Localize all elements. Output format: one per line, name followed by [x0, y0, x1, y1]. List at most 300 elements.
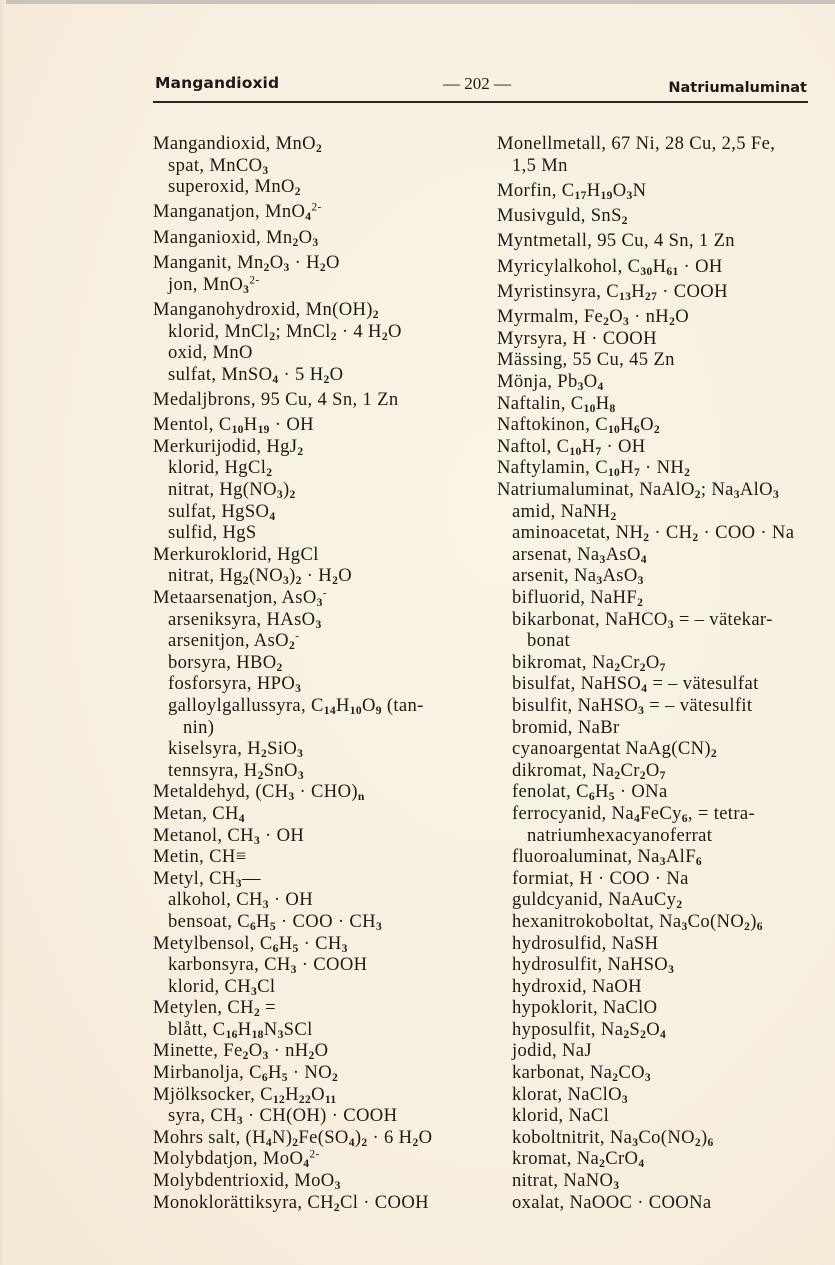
entry-label: bensoat, — [168, 910, 238, 932]
index-subentry — [153, 479, 483, 501]
entry-label: bromid, — [512, 716, 578, 738]
chemical-formula — [225, 976, 276, 997]
chemical-formula — [563, 1170, 619, 1191]
index-entry — [153, 544, 483, 566]
formula-text: H · COO · Na — [579, 867, 689, 889]
entry-label: sulfat, — [168, 500, 222, 522]
formula-text: · CHO) — [294, 781, 358, 803]
entry-label: Morfin, — [497, 179, 562, 201]
index-subentry — [497, 1170, 815, 1192]
formula-text: · COO · CH — [276, 910, 376, 932]
page-top-edge — [0, 0, 835, 4]
formula-subscript: 6 — [250, 920, 257, 933]
formula-text: C — [310, 694, 324, 716]
formula-text: C — [576, 781, 589, 803]
chemical-formula — [213, 1019, 313, 1040]
index-subentry — [153, 695, 483, 717]
entry-label: guldcyanid, — [512, 889, 609, 911]
entry-label: superoxid, — [168, 176, 255, 198]
index-entry — [153, 781, 483, 803]
formula-subscript: 3 — [295, 683, 302, 696]
page-number: — 202 — — [443, 74, 511, 93]
index-subentry — [497, 1040, 815, 1062]
formula-text: Pb — [557, 371, 578, 393]
formula-text: H — [243, 414, 258, 436]
index-entry — [497, 349, 815, 371]
index-subentry — [497, 673, 815, 695]
index-entry — [153, 803, 483, 825]
formula-text: NH — [615, 522, 644, 544]
chemical-formula — [610, 1127, 714, 1148]
entry-label: kromat, — [512, 1148, 577, 1170]
formula-subscript: 14 — [323, 704, 336, 717]
formula-text: ) — [354, 1126, 362, 1148]
formula-subscript: 5 — [269, 920, 277, 933]
formula-text: Mn — [237, 252, 264, 274]
index-entry — [153, 1192, 483, 1214]
entry-label: Mentol, — [153, 414, 219, 436]
formula-text: HgCl — [224, 457, 267, 479]
formula-text: · 4 H — [336, 320, 382, 342]
entry-label: Manganit, — [153, 252, 238, 274]
formula-subscript: 2 — [603, 316, 610, 329]
formula-text: O — [609, 306, 624, 328]
formula-text: NaNO — [563, 1170, 614, 1192]
formula-subscript: 2 — [639, 769, 646, 782]
index-entry — [497, 205, 815, 227]
chemical-formula — [219, 414, 314, 435]
entry-label: Naftokinon, — [497, 414, 596, 436]
index-entry — [153, 997, 483, 1019]
formula-text: MnCO — [209, 154, 263, 176]
formula-subscript: 4 — [348, 1136, 355, 1149]
formula-subscript: 2 — [319, 261, 327, 274]
entry-label: Molybdentrioxid, — [153, 1170, 295, 1192]
formula-text: H — [594, 781, 609, 803]
index-entry — [497, 393, 815, 415]
chemical-formula — [625, 738, 717, 759]
formula-subscript: 6 — [695, 856, 703, 868]
entry-label: kiselsyra, — [168, 738, 248, 760]
formula-text: H — [595, 392, 610, 414]
index-subentry — [153, 738, 483, 760]
index-entry — [153, 1170, 483, 1192]
formula-text: · CH(OH) · COOH — [243, 1105, 398, 1127]
formula-text: MoO — [294, 1170, 335, 1192]
formula-subscript: 2 — [242, 575, 249, 588]
chemical-formula — [639, 479, 779, 500]
formula-text: CH — [227, 997, 254, 1019]
formula-subscript: 16 — [225, 1028, 238, 1041]
entry-label: Mjölksocker, — [153, 1083, 261, 1105]
entry-label: nitrat, — [512, 1170, 564, 1192]
chemical-formula — [225, 457, 273, 478]
index-continuation — [497, 825, 815, 847]
index-subentry — [497, 1019, 815, 1041]
formula-subscript: 7 — [659, 769, 666, 782]
chemical-formula — [212, 803, 245, 824]
chemical-formula — [276, 133, 322, 154]
formula-text: MnSO — [221, 363, 273, 385]
chemical-formula — [616, 522, 795, 543]
formula-subscript: 2 — [295, 575, 302, 588]
formula-subscript: 3 — [290, 963, 297, 976]
formula-text: O — [675, 306, 689, 328]
formula-text: Co(NO — [638, 1126, 695, 1148]
formula-text: Na — [609, 1126, 633, 1148]
index-subentry — [497, 609, 815, 631]
formula-text: C — [595, 414, 608, 436]
entry-label: bifluorid, — [512, 587, 591, 608]
formula-subscript: 3 — [262, 1050, 269, 1063]
formula-subscript: 2 — [669, 316, 676, 329]
header-rule — [153, 101, 808, 103]
chemical-formula — [603, 997, 657, 1018]
entry-label: natriumhexacyanoferrat — [527, 824, 713, 846]
formula-subscript: 2 — [242, 1050, 249, 1063]
formula-text: CH — [236, 889, 263, 911]
chemical-formula — [592, 760, 666, 781]
formula-subscript: 7 — [633, 467, 641, 480]
index-entry — [153, 846, 483, 868]
entry-label: nitrat, — [168, 479, 220, 501]
formula-text: MnO — [275, 133, 316, 154]
index-entry — [153, 436, 483, 458]
formula-superscript: 2- — [311, 202, 322, 215]
formula-text: Fe(SO — [298, 1126, 349, 1148]
chemical-formula — [237, 252, 340, 273]
formula-subscript: 4 — [640, 553, 647, 566]
formula-text: AlF — [665, 846, 696, 868]
chemical-formula — [612, 803, 755, 824]
formula-subscript: 2 — [710, 748, 718, 761]
formula-subscript: 4 — [272, 373, 279, 386]
chemical-formula — [225, 321, 402, 342]
entry-label: klorid, — [512, 1105, 569, 1127]
formula-text: Na — [637, 846, 660, 868]
chemical-formula — [221, 364, 343, 385]
entry-label: sulfid, — [168, 522, 223, 544]
formula-text: Hg(NO — [219, 479, 277, 501]
formula-text: (NO — [248, 565, 283, 587]
index-subentry — [497, 760, 815, 782]
entry-label: Myricylalkohol, — [497, 255, 628, 277]
formula-text: H — [268, 1062, 282, 1084]
formula-subscript: 3 — [599, 553, 606, 566]
index-subentry — [497, 544, 815, 566]
formula-text: H — [652, 255, 667, 277]
entry-label: Mönja, — [497, 371, 558, 393]
formula-text: H · COOH — [572, 327, 657, 349]
index-entry — [497, 133, 815, 155]
formula-text: NaOH — [591, 975, 642, 997]
entry-label: Mirbanolja, — [153, 1062, 250, 1084]
index-entry — [497, 306, 815, 328]
formula-subscript: 2 — [332, 575, 339, 588]
formula-subscript: 2 — [381, 330, 388, 343]
formula-subscript: 9 — [375, 704, 382, 717]
index-subentry — [153, 522, 483, 544]
formula-text: HBO — [236, 651, 277, 673]
entry-label: Metylbensol, — [153, 932, 260, 954]
formula-subscript: 2 — [333, 1201, 340, 1214]
entry-label: Mässing, 55 Cu, 45 Zn — [497, 349, 675, 371]
chemical-formula — [210, 1105, 397, 1126]
formula-subscript: 27 — [645, 290, 658, 303]
chemical-formula — [567, 1084, 628, 1105]
formula-subscript: 4 — [597, 380, 604, 393]
chemical-formula — [247, 738, 303, 759]
index-subentry — [497, 1084, 815, 1106]
chemical-formula — [266, 227, 319, 248]
entry-label: arsenat, — [512, 543, 578, 565]
index-subentry — [497, 889, 815, 911]
formula-subscript: 6 — [261, 1071, 268, 1084]
formula-subscript: 10 — [583, 402, 596, 415]
chemical-formula — [294, 1170, 340, 1191]
formula-text: O — [314, 1040, 329, 1062]
formula-subscript: 3 — [621, 1093, 629, 1106]
formula-text: · 6 H — [367, 1126, 413, 1148]
entry-label: Manganohydroxid, — [153, 298, 306, 320]
formula-text: O — [338, 565, 352, 587]
index-subentry — [497, 738, 815, 760]
formula-text: AlO — [739, 479, 773, 501]
formula-text: H — [285, 1083, 299, 1105]
index-subentry — [497, 976, 815, 998]
chemical-formula — [265, 201, 322, 222]
chemical-formula — [574, 565, 644, 586]
formula-subscript: 2 — [372, 308, 379, 321]
chemical-formula — [562, 1040, 592, 1061]
formula-subscript: 2 — [266, 467, 273, 480]
formula-text: N) — [271, 1126, 293, 1148]
entry-label: galloylgallussyra, — [168, 694, 311, 716]
formula-subscript: 3 — [312, 236, 319, 249]
index-subentry — [497, 695, 815, 717]
index-entry — [153, 1127, 483, 1149]
formula-subscript: 3 — [623, 316, 630, 329]
formula-text: · OH — [268, 889, 313, 911]
formula-text: Na — [576, 1148, 600, 1170]
entry-label: jon, — [168, 273, 203, 295]
formula-text: N — [263, 1018, 278, 1040]
index-subentry — [497, 781, 815, 803]
formula-text: · NH — [640, 457, 685, 479]
formula-subscript: 4 — [641, 683, 648, 696]
chemical-formula — [219, 565, 352, 586]
formula-subscript: 3 — [262, 899, 269, 912]
chemical-formula — [562, 180, 647, 201]
formula-text: MnO — [202, 273, 244, 295]
formula-text: FeCy — [640, 802, 682, 824]
entry-label: Monoklorättiksyra, — [153, 1191, 308, 1213]
chemical-formula — [557, 371, 603, 392]
formula-text: = – vätesulfit — [644, 694, 753, 716]
index-entry — [153, 1062, 483, 1084]
chemical-formula — [227, 997, 275, 1018]
chemical-formula — [561, 501, 617, 522]
formula-text: NaAlO — [639, 479, 695, 501]
formula-text: C — [595, 457, 608, 479]
formula-text: CH — [227, 824, 254, 846]
entry-label: Monellmetall, 67 Ni, 28 Cu, 2,5 Fe, — [497, 133, 776, 154]
entry-label: dikromat, — [512, 759, 592, 781]
formula-subscript: 2 — [292, 1136, 299, 1149]
index-subentry — [497, 717, 815, 739]
formula-text: Mn(OH) — [305, 298, 373, 320]
formula-text: (tan- — [381, 694, 424, 716]
index-continuation — [153, 717, 483, 739]
chemical-formula — [219, 479, 295, 500]
formula-text: · CH — [649, 522, 693, 544]
chemical-formula — [584, 306, 689, 327]
entry-label: fluoroaluminat, — [512, 846, 638, 868]
formula-text: NaHSO — [607, 954, 669, 976]
formula-text: Na — [577, 543, 600, 565]
entry-label: arseniksyra, — [168, 608, 267, 630]
formula-subscript: 11 — [324, 1093, 337, 1106]
formula-subscript: 3 — [375, 920, 383, 933]
formula-subscript: 2 — [315, 142, 323, 155]
chemical-formula — [246, 1127, 433, 1148]
formula-text: · H — [289, 252, 320, 274]
formula-subscript: 3 — [283, 261, 290, 274]
index-subentry — [153, 1019, 483, 1041]
formula-text: CH — [210, 1105, 237, 1127]
index-subentry — [497, 501, 815, 523]
formula-text: Hg — [219, 565, 243, 587]
index-entry — [153, 1148, 483, 1170]
entry-label: Myristinsyra, — [497, 281, 607, 302]
formula-text: C — [259, 932, 273, 954]
formula-text: MnO — [254, 176, 295, 198]
index-entry — [153, 868, 483, 890]
index-subentry — [153, 274, 483, 296]
chemical-formula — [579, 868, 689, 889]
chemical-formula — [227, 825, 304, 846]
formula-subscript: n — [357, 791, 365, 804]
entry-label: Medaljbrons, 95 Cu, 4 Sn, 1 Zn — [153, 388, 399, 410]
index-subentry — [153, 976, 483, 998]
entry-label: borsyra, — [168, 651, 237, 673]
formula-text: ) — [750, 910, 757, 932]
chemical-formula — [590, 587, 643, 608]
chemical-formula — [571, 393, 616, 414]
formula-subscript: 3 — [644, 1071, 651, 1084]
index-entry — [153, 1084, 483, 1106]
formula-subscript: 3 — [277, 1028, 284, 1041]
formula-text: NaHF — [590, 587, 638, 608]
formula-text: HgJ — [266, 435, 298, 457]
formula-subscript: 3 — [236, 1115, 244, 1128]
formula-text: HPO — [256, 673, 296, 695]
chemical-formula — [221, 501, 275, 522]
entry-label: blått, — [168, 1018, 213, 1040]
formula-text: AsO — [605, 543, 641, 565]
formula-text: CH — [264, 954, 291, 976]
formula-subscript: 3 — [297, 748, 304, 761]
formula-text: Na — [611, 802, 634, 824]
chemical-formula — [236, 652, 282, 673]
formula-subscript: 61 — [666, 265, 679, 278]
formula-text: O — [361, 694, 376, 716]
entry-label: Metylen, — [153, 997, 228, 1019]
chemical-formula — [244, 760, 304, 781]
formula-text: · 5 H — [278, 363, 324, 385]
formula-text: C — [556, 435, 570, 457]
formula-text: HgS — [222, 522, 257, 544]
chemical-formula — [577, 544, 647, 565]
index-entry — [153, 389, 483, 411]
formula-text: C — [212, 1018, 226, 1040]
chemical-formula — [222, 522, 256, 543]
entry-label: Metin, — [153, 846, 210, 868]
entry-label: Metyl, — [153, 867, 210, 889]
index-subentry — [497, 954, 815, 976]
chemical-formula — [628, 256, 723, 277]
entry-label: aminoacetat, — [512, 522, 616, 544]
index-column-left — [153, 133, 483, 1213]
formula-text: SCl — [283, 1018, 313, 1040]
formula-text: MoO — [262, 1148, 304, 1170]
formula-subscript: 2 — [612, 1071, 619, 1084]
chemical-formula — [592, 976, 642, 997]
chemical-formula — [590, 1062, 651, 1083]
entry-label: hexanitrokoboltat, — [512, 910, 660, 932]
formula-subscript: 3 — [283, 575, 290, 588]
chemical-formula — [592, 652, 666, 673]
index-entry — [497, 180, 815, 202]
formula-text: H — [256, 910, 270, 932]
formula-subscript: 3 — [334, 1179, 341, 1192]
chemical-formula — [281, 587, 326, 608]
index-entry — [153, 133, 483, 155]
entry-label: Minette, — [153, 1040, 224, 1062]
formula-text: H — [335, 694, 350, 716]
entry-label: Naftol, — [497, 435, 557, 457]
formula-subscript: 3 — [253, 834, 261, 847]
formula-subscript: 2 — [692, 532, 699, 545]
entry-label: formiat, — [512, 867, 580, 889]
index-entry — [153, 587, 483, 609]
entry-label: Natriumaluminat, — [497, 479, 640, 501]
formula-subscript: 3 — [772, 488, 780, 501]
entry-label: Naftalin, — [497, 392, 571, 414]
entry-label: hydrosulfit, — [512, 954, 608, 976]
formula-subscript: 3 — [632, 1136, 639, 1149]
formula-subscript: 8 — [609, 402, 616, 415]
formula-subscript: 2 — [637, 596, 644, 609]
chemical-formula — [307, 1192, 429, 1213]
formula-text: NaClO — [602, 997, 658, 1019]
index-subentry — [153, 176, 483, 198]
chemical-formula — [223, 1040, 328, 1061]
formula-subscript: 3 — [681, 920, 688, 933]
formula-subscript: 10 — [349, 704, 362, 717]
formula-text: = — [260, 997, 276, 1019]
entry-label: bisulfat, — [512, 673, 581, 695]
entry-label: spat, — [168, 154, 210, 176]
formula-text: CO — [618, 1062, 645, 1084]
chemical-formula — [249, 1062, 338, 1083]
formula-text: · COO · Na — [698, 522, 795, 544]
entry-label: bisulfit, — [512, 694, 578, 716]
entry-label: klorid, — [168, 975, 225, 997]
formula-text: = – vätesulfat — [647, 673, 759, 695]
chemical-formula — [260, 1084, 336, 1105]
chemical-formula — [209, 846, 246, 867]
